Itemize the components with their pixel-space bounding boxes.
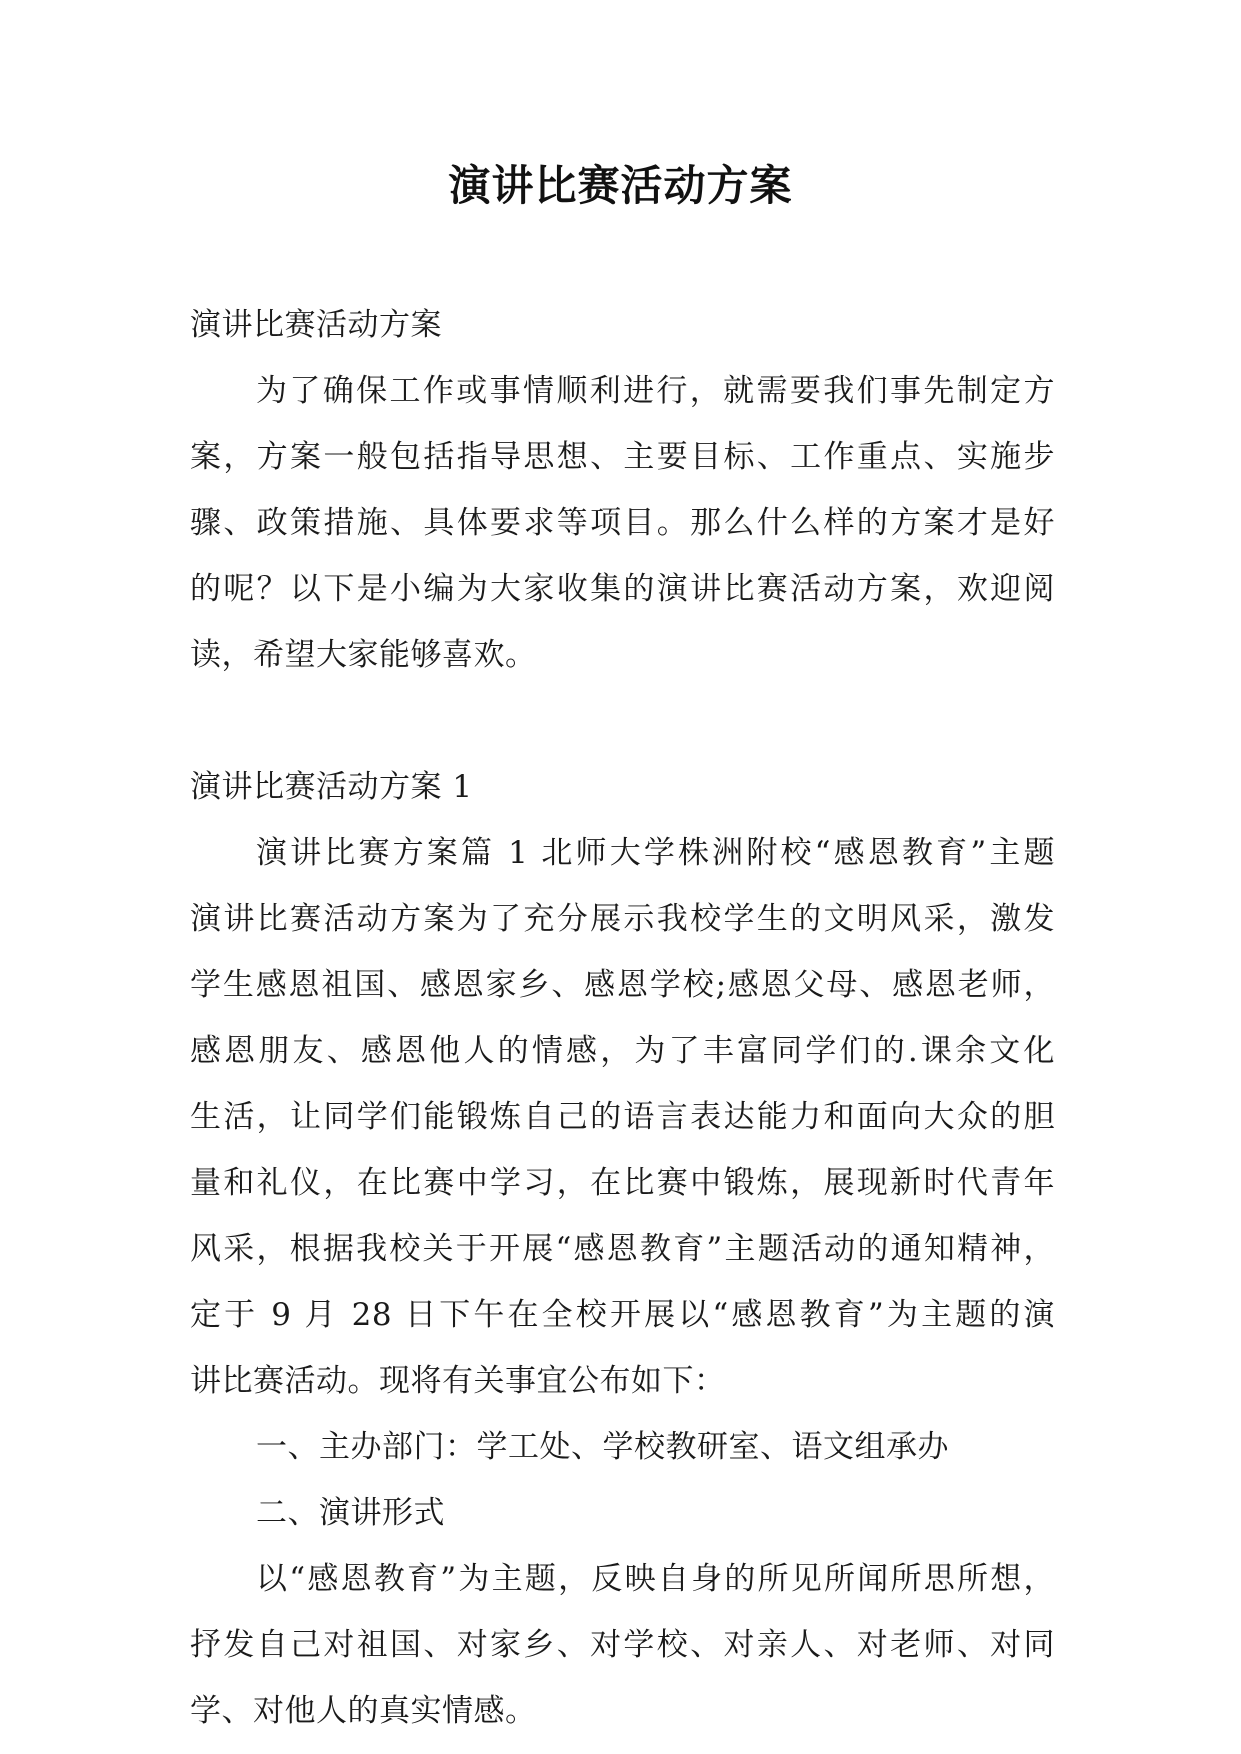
- paragraph-line: 学生感恩祖国、感恩家乡、感恩学校;感恩父母、感恩老师，: [190, 967, 1055, 1003]
- paragraph-line: 为了确保工作或事情顺利进行，就需要我们事先制定方: [256, 373, 1055, 409]
- subtitle: 演讲比赛活动方案: [190, 307, 442, 343]
- paragraph-line: 抒发自己对祖国、对家乡、对学校、对亲人、对老师、对同: [190, 1627, 1055, 1663]
- document-body: [190, 292, 1055, 1744]
- spacer: [190, 688, 1055, 754]
- paragraph-line: 定于 9 月 28 日下午在全校开展以“感恩教育”为主题的演: [190, 1297, 1055, 1333]
- section1-paragraph: [190, 820, 1055, 1414]
- paragraph-line: 讲比赛活动。现将有关事宜公布如下：: [190, 1363, 726, 1399]
- list-item-format: 二、演讲形式: [256, 1495, 445, 1531]
- paragraph-line: 案，方案一般包括指导思想、主要目标、工作重点、实施步: [190, 439, 1055, 475]
- paragraph-line: 以“感恩教育”为主题，反映自身的所见所闻所思所想，: [256, 1561, 1055, 1597]
- paragraph-line: 风采，根据我校关于开展“感恩教育”主题活动的通知精神，: [190, 1231, 1055, 1267]
- format-paragraph: [190, 1546, 1055, 1744]
- paragraph-line: 演讲比赛活动方案为了充分展示我校学生的文明风采，激发: [190, 901, 1055, 937]
- page-title: 演讲比赛活动方案: [448, 161, 793, 210]
- paragraph-line: 的呢？以下是小编为大家收集的演讲比赛活动方案，欢迎阅: [190, 571, 1055, 607]
- paragraph-line: 感恩朋友、感恩他人的情感，为了丰富同学们的.课余文化: [190, 1033, 1055, 1069]
- paragraph-line: 量和礼仪，在比赛中学习，在比赛中锻炼，展现新时代青年: [190, 1165, 1055, 1201]
- paragraph-line: 骤、政策措施、具体要求等项目。那么什么样的方案才是好: [190, 505, 1055, 541]
- list-item-organizer: 一、主办部门：学工处、学校教研室、语文组承办: [256, 1429, 949, 1465]
- paragraph-line: 学、对他人的真实情感。: [190, 1693, 537, 1729]
- paragraph-line: 生活，让同学们能锻炼自己的语言表达能力和面向大众的胆: [190, 1099, 1055, 1135]
- paragraph-line: 演讲比赛方案篇 1 北师大学株洲附校“感恩教育”主题: [256, 835, 1055, 871]
- paragraph-line: 读，希望大家能够喜欢。: [190, 637, 537, 673]
- intro-paragraph: [190, 358, 1055, 688]
- section-heading: 演讲比赛活动方案 1: [190, 769, 473, 805]
